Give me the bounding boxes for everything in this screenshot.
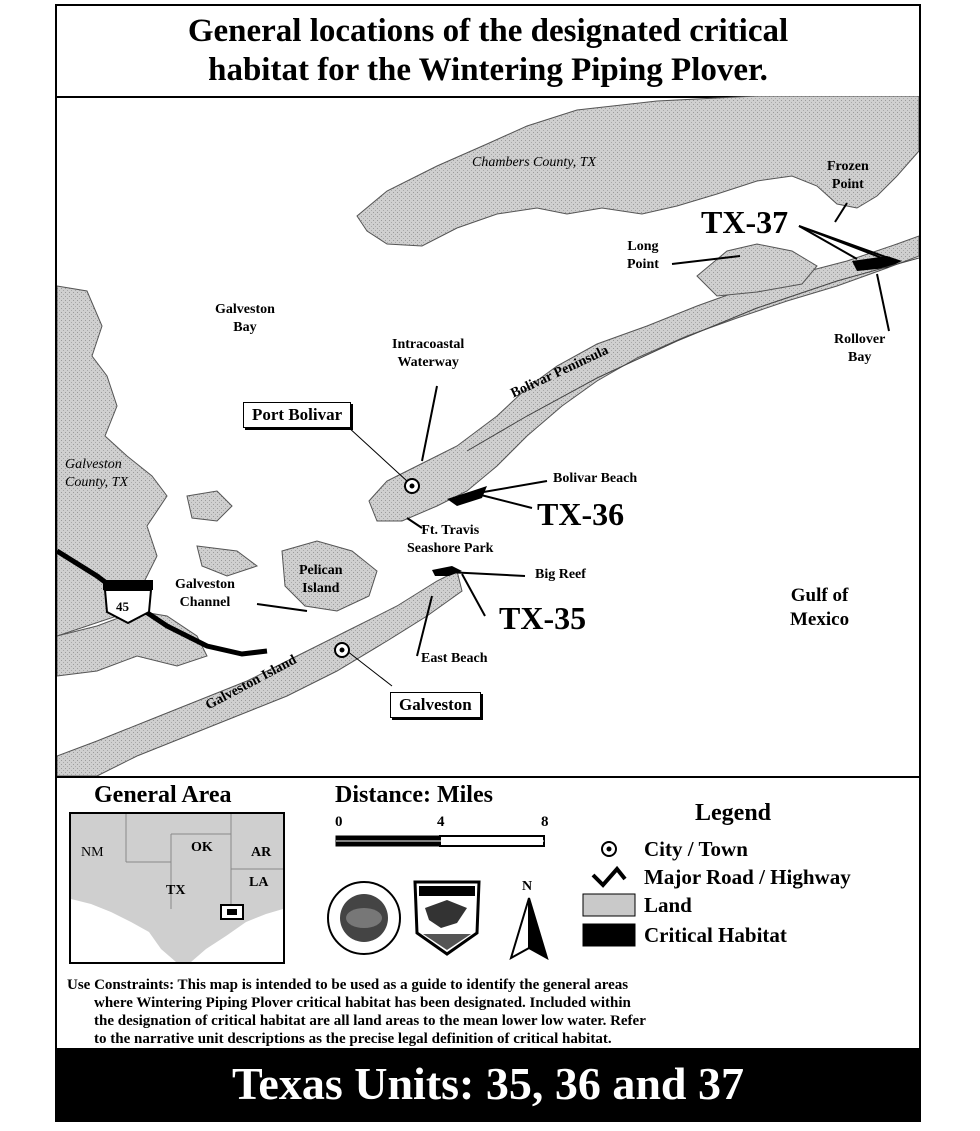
label-rollover-bay: Rollover Bay <box>834 332 886 365</box>
legend-label-road: Major Road / Highway <box>644 864 851 889</box>
label-bolivar-beach: Bolivar Beach <box>553 471 638 486</box>
legend-item-city <box>582 836 748 862</box>
bolivar-peninsula-land <box>369 236 919 521</box>
distance-title: Distance: Miles <box>335 782 493 808</box>
label-bolivar-peninsula: Bolivar Peninsula <box>508 342 611 402</box>
map-frame <box>55 4 921 1122</box>
bottom-panel <box>57 778 919 1048</box>
label-galveston-channel: Galveston Channel <box>175 577 235 610</box>
scale-tick-8: 8 <box>541 814 549 830</box>
map-title <box>57 6 919 90</box>
title-box <box>57 6 919 98</box>
leader-frozen-point <box>835 203 847 222</box>
general-area-inset <box>69 812 285 964</box>
highway-45-number: 45 <box>116 599 129 614</box>
footer-units-banner: Texas Units: 35, 36 and 37 <box>57 1048 919 1120</box>
leader-galveston-city <box>347 651 392 686</box>
major-road-icon <box>582 865 636 889</box>
scale-bar <box>335 833 547 851</box>
label-big-reef: Big Reef <box>535 567 586 582</box>
north-arrow-icon <box>507 896 551 960</box>
label-galveston-island: Galveston Island <box>203 652 300 714</box>
legend-item-road <box>582 864 851 890</box>
legend-label-habitat: Critical Habitat <box>644 922 787 947</box>
fish-wildlife-service-badge-icon <box>411 878 483 958</box>
legend-item-land <box>582 892 692 918</box>
city-town-icon <box>582 837 636 861</box>
label-east-beach: East Beach <box>421 651 488 666</box>
general-area-title: General Area <box>94 782 232 808</box>
title-line-1: General locations of the designated critical <box>187 13 789 49</box>
leader-tx36 <box>477 494 532 508</box>
label-galveston-county: Galveston County, TX <box>65 457 129 490</box>
constraints-line-2: where Wintering Piping Plover critical habitat has been designated. Included within <box>94 995 631 1011</box>
use-constraints-text <box>67 976 909 1048</box>
label-long-point: Long Point <box>627 239 659 272</box>
label-intracoastal-waterway: Intracoastal Waterway <box>392 337 465 370</box>
city-marker-galveston <box>335 643 349 657</box>
inset-label-ok: OK <box>191 840 213 855</box>
constraints-line-4: to the narrative unit descriptions as the precise legal definition of critical habitat. <box>94 1031 612 1047</box>
critical-habitat-swatch <box>582 923 636 947</box>
label-chambers-county: Chambers County, TX <box>472 155 597 170</box>
city-marker-port-bolivar <box>405 479 419 493</box>
legend-label-land: Land <box>644 892 692 917</box>
leader-tx37-a <box>799 226 857 259</box>
inset-label-ar: AR <box>251 845 272 860</box>
leader-rollover-bay <box>877 274 889 331</box>
unit-label-tx35: TX-35 <box>499 600 587 636</box>
leader-tx35 <box>462 574 485 616</box>
label-port-bolivar: Port Bolivar <box>243 402 351 428</box>
agency-seal-icon <box>319 878 409 958</box>
legend-title: Legend <box>695 800 772 826</box>
leader-big-reef <box>447 572 525 576</box>
constraints-line-3: the designation of critical habitat are all land areas to the mean lower low water. Refer <box>94 1013 646 1029</box>
title-line-2: habitat for the Wintering Piping Plover. <box>208 52 768 88</box>
legend-label-city: City / Town <box>644 836 748 861</box>
leader-intracoastal <box>422 386 437 461</box>
unit-label-tx37: TX-37 <box>701 204 789 240</box>
leader-tx37-c <box>799 226 897 261</box>
unit-label-tx36: TX-36 <box>537 496 625 532</box>
inset-label-la: LA <box>249 875 269 890</box>
scale-tick-0: 0 <box>335 814 343 830</box>
small-island <box>187 491 232 521</box>
map-graphic <box>57 96 919 776</box>
label-gulf-of-mexico: Gulf of Mexico <box>790 585 850 630</box>
inset-label-nm: NM <box>81 845 104 860</box>
small-island <box>197 546 257 576</box>
leader-galveston-channel <box>257 604 307 611</box>
map-area <box>57 96 919 778</box>
legend-item-habitat <box>582 922 787 948</box>
inset-label-tx: TX <box>166 883 186 898</box>
scale-tick-4: 4 <box>437 814 445 830</box>
label-galveston-city: Galveston <box>390 692 481 718</box>
label-pelican-island: Pelican Island <box>299 563 343 596</box>
label-frozen-point: Frozen Point <box>827 159 869 192</box>
constraints-line-1: Use Constraints: This map is intended to be used as a guide to identify the general areas <box>67 977 629 993</box>
label-galveston-bay: Galveston Bay <box>215 302 275 335</box>
leader-port-bolivar <box>347 426 407 481</box>
land-swatch <box>582 893 636 917</box>
label-ft-travis: Ft. Travis Seashore Park <box>407 523 494 556</box>
north-arrow-label: N <box>522 879 533 894</box>
